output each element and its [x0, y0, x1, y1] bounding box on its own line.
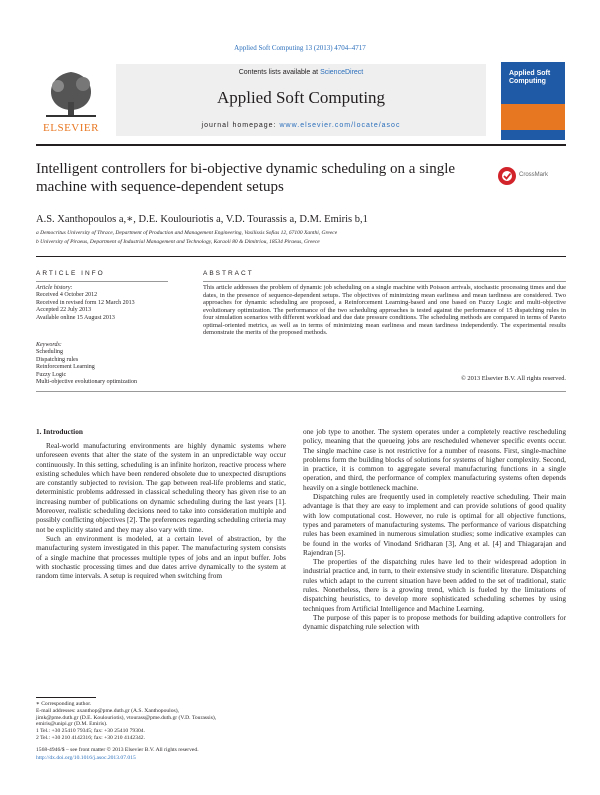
publisher-name: ELSEVIER — [43, 122, 99, 134]
history-item: Received in revised form 12 March 2013 — [36, 299, 135, 306]
keyword-item: Reinforcement Learning — [36, 364, 95, 371]
contents-line — [116, 69, 486, 76]
cover-title: Applied Soft Computing — [509, 70, 551, 85]
crossmark-badge[interactable] — [497, 166, 557, 186]
contents-prefix: Contents lists available at — [238, 69, 321, 76]
crossmark-icon — [497, 166, 517, 186]
abstract-rule — [203, 281, 566, 282]
article-info-heading: ARTICLE INFO — [36, 270, 105, 277]
doi-link[interactable]: http://dx.doi.org/10.1016/j.asoc.2013.07.015 — [36, 755, 136, 761]
keyword-item: Dispatching rules — [36, 356, 79, 363]
paragraph: one job type to another. The system operates under a completely reactive rescheduling policy, meaning that the queueing jobs are rescheduled whenever specific events occur. The single machine case is not restrictive for a number of reasons. First, single-machine problems form the building blocks of solutions for systems of higher complexity. Second, in practice, it is common to aggregate several manufacturing functions in a single operation, and third, the performance of complex manufacturing systems often depends heavily on a single bottleneck machine. — [303, 427, 566, 492]
history-item: Received 4 October 2012 — [36, 292, 98, 299]
journal-masthead — [36, 64, 566, 141]
abstract-bottom-rule — [36, 391, 566, 392]
right-column — [303, 427, 566, 632]
keywords-label: Keywords: — [36, 342, 62, 348]
article-title: Intelligent controllers for bi-objective dynamic scheduling on a single machine with sequence-dependent setups — [36, 161, 456, 195]
issn-line: 1568-4946/$ – see front matter © 2013 Elsevier B.V. All rights reserved. — [36, 747, 199, 753]
abstract-text: This article addresses the problem of dynamic job scheduling on a single machine with Poisson arrivals, stochastic processing times and due dates, in the presence of sequence-dependent setups. The objectives of minimizing mean earliness and mean tardiness are considered. Two approaches for dynamic scheduling are proposed, a Reinforcement Learning-based and one based on Fuzzy Logic and multi-objective evolutionary optimization. The performance of the two scheduling approaches is tested against the performance of 15 dispatching rules in four simulation scenarios with different workload and due date pressure conditions. The scheduling methods are compared in terms of Pareto optimal-oriented metrics, as well as in terms of minimizing mean earliness and mean tardiness independently. The experimental results demonstrate the merits of the proposed methods. — [203, 284, 566, 336]
article-info-rule — [36, 281, 168, 282]
affiliation-b: b University of Piraeus, Department of Industrial Management and Technology, Karaoli 80 & Dimitriou, 18534 Piraeus, Greece — [36, 239, 320, 245]
masthead-banner — [116, 64, 486, 136]
paragraph: Dispatching rules are frequently used in completely reactive scheduling. Their main advantage is that they are easy to implement and can provide solutions of good quality with low computational cost. However, no rule is optimal for all objective functions, types and parameters of manufacturing systems. The performance of various dispatching rules has been examined in numerous simulation studies; some indicative examples can be found in the works of Vinodand Sridharan [3], Ang et al. [4] and Thiagarajan and Rajendran [5]. — [303, 492, 566, 557]
article-history — [36, 285, 186, 322]
footnote[interactable]: E-mail addresses: axanthop@pme.duth.gr (A.S. Xanthopoulos), — [36, 707, 179, 714]
keyword-item: Scheduling — [36, 349, 63, 356]
keyword-item: Multi-objective evolutionary optimization — [36, 379, 137, 386]
author-list: A.S. Xanthopoulos a,∗, D.E. Koulouriotis a, V.D. Tourassis a, D.M. Emiris b,1 — [36, 214, 368, 225]
footnote: 1 Tel.: +30 25410 79345; fax: +30 25410 79304. — [36, 728, 145, 735]
journal-cover — [501, 62, 565, 140]
header-rule — [36, 144, 566, 146]
homepage-link[interactable]: www.elsevier.com/locate/asoc — [279, 122, 401, 129]
footnote-rule — [36, 697, 96, 698]
paragraph: The properties of the dispatching rules have led to their widespread adoption in industrial practice and, in turn, to their extensive study in scientific literature. Dispatching rules which adapt to the current situation have been added to the set of traditional, static rules. Nonetheless, there is a growing trend, which is fueled by the limitations of dispatching heuristics, to develop more sophisticated scheduling schemes by using techniques from Artificial Intelligence and Machine Learning. — [303, 557, 566, 613]
homepage-label: journal homepage: — [201, 122, 280, 129]
paragraph: Real-world manufacturing environments are highly dynamic systems where unforeseen events that alter the state of the system in an unpredictable way occur continuously. In this setting, scheduling is an infinite horizon, reactive process where existing schedules which have been rendered obsolete due to unexpected disruptions are constantly subjected to revision. The gap between real-life problems and static, deterministic problems addressed in classical scheduling theory has given rise to an increasing number of publications on dynamic scheduling during the last years [1]. Moreover, realistic scheduling decisions need to take into consideration multiple and possibly conflicting objectives [2]. The preferences regarding scheduling criteria may not be explicitly stated and they may also vary with time. — [36, 441, 286, 534]
sciencedirect-link[interactable]: ScienceDirect — [320, 69, 364, 76]
history-label: Article history: — [36, 285, 73, 291]
footnote[interactable]: emiris@unipi.gr (D.M. Emiris). — [36, 721, 108, 728]
elsevier-logo — [36, 64, 106, 136]
abstract-heading: ABSTRACT — [203, 270, 254, 277]
section-heading: 1. Introduction — [36, 427, 83, 436]
cover-stripe — [501, 104, 565, 130]
affiliation-a: a Democritus University of Thrace, Department of Production and Management Engineering, Vasilissis Sofias 12, 67100 Xanthi, Greece — [36, 230, 338, 236]
keywords-block — [36, 342, 186, 386]
crossmark-label: CrossMark — [519, 172, 549, 178]
journal-title: Applied Soft Computing — [216, 88, 386, 107]
footnote: 2 Tel.: +30 210 4142316; fax: +30 210 4142342. — [36, 734, 145, 741]
history-item: Available online 15 August 2013 — [36, 314, 115, 321]
footnote[interactable]: jimk@pme.duth.gr (D.E. Koulouriotis), vtourass@pme.duth.gr (V.D. Tourassis), — [36, 714, 217, 721]
history-item: Accepted 22 July 2013 — [36, 307, 92, 314]
copyright-line: © 2013 Elsevier B.V. All rights reserved. — [460, 375, 566, 382]
journal-reference[interactable]: Applied Soft Computing 13 (2013) 4704–4717 — [234, 44, 366, 52]
paragraph: The purpose of this paper is to propose methods for building adaptive controllers for dynamic dispatching rule selection with — [303, 612, 566, 632]
section-rule — [36, 256, 566, 257]
footnotes — [36, 701, 286, 742]
keyword-item: Fuzzy Logic — [36, 371, 67, 378]
paragraph: Such an environment is modeled, at a certain level of abstraction, by the manufacturing system investigated in this paper. The manufacturing system consists of a single machine that processes multiple types of jobs and an input buffer. Jobs with stochastic processing times and due dates arrive dynamically to the system at random time intervals. A setup is required when switching from — [36, 533, 286, 581]
left-column — [36, 441, 286, 580]
journal-homepage — [116, 122, 486, 129]
footnote: ∗ Corresponding author. — [36, 701, 92, 707]
